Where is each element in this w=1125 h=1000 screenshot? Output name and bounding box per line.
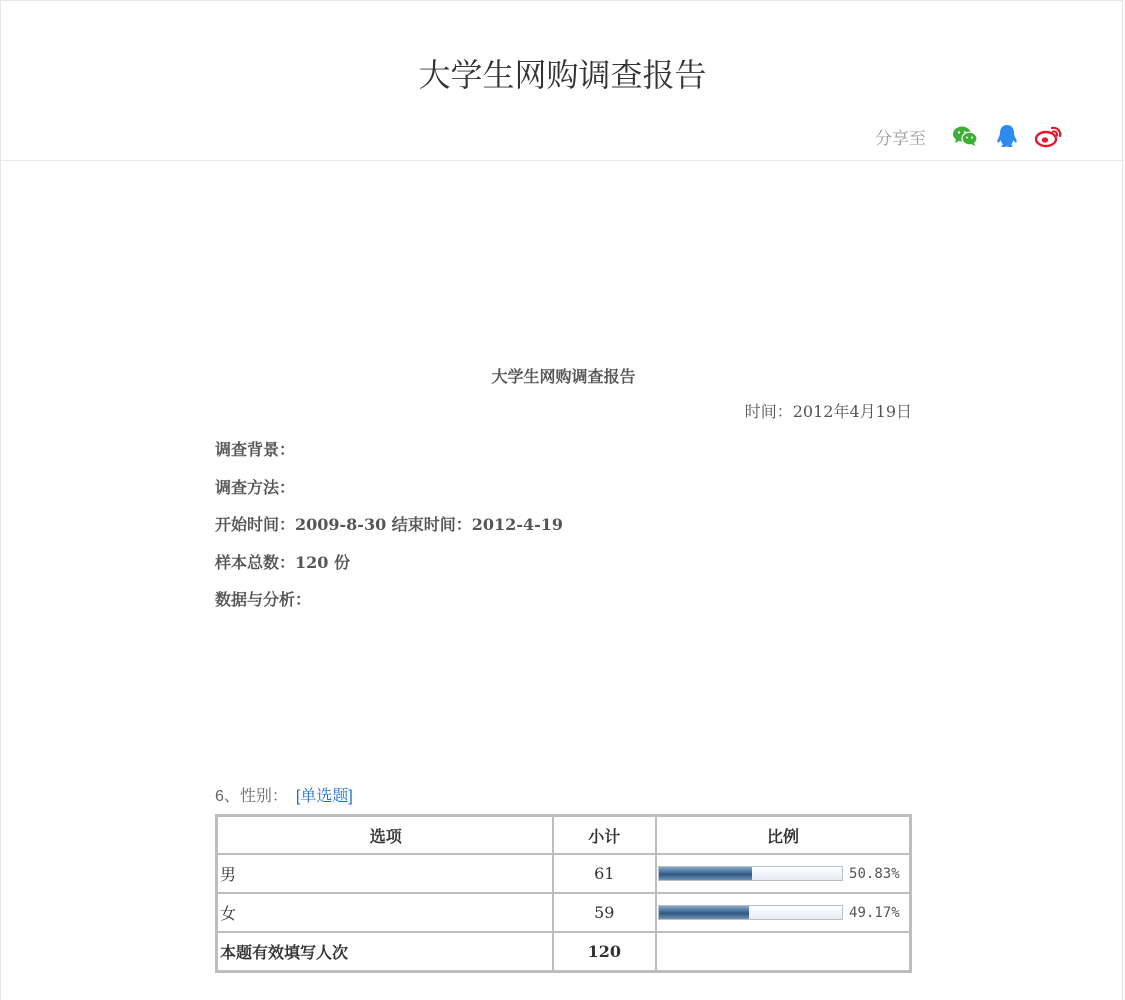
survey-period: 开始时间：2009-8-30 结束时间：2012-4-19: [215, 515, 563, 534]
header-option: 选项: [217, 816, 553, 854]
option-male: 男: [217, 854, 553, 893]
valid-responses-label: 本题有效填写人次: [217, 932, 553, 971]
table-row: [217, 854, 910, 893]
page-header: [1, 1, 1124, 161]
page-title: 大学生网购调查报告: [418, 56, 707, 94]
progress-fill-female: [659, 906, 749, 919]
header-percent: 比例: [656, 816, 910, 854]
share-label: 分享至: [875, 128, 926, 149]
table-footer-row: [217, 932, 910, 971]
table-row: [217, 893, 910, 932]
qq-icon[interactable]: [992, 121, 1022, 151]
percent-cell: [656, 893, 910, 932]
option-female: 女: [217, 893, 553, 932]
percent-female: 49.17%: [849, 904, 900, 921]
count-male: 61: [553, 854, 656, 893]
question-type-link[interactable]: [单选题]: [295, 788, 353, 805]
percent-cell: [656, 854, 910, 893]
report-title: 大学生网购调查报告: [491, 367, 636, 386]
data-analysis-heading: 数据与分析：: [215, 590, 312, 609]
question-label: 6、性别：: [215, 788, 288, 805]
wechat-icon[interactable]: [950, 121, 980, 151]
count-female: 59: [553, 893, 656, 932]
share-bar: [875, 121, 1064, 151]
progress-bar-male: [658, 866, 843, 881]
valid-responses-count: 120: [553, 932, 656, 971]
empty-cell: [656, 932, 910, 971]
report-date: 时间：2012年4月19日: [744, 402, 912, 421]
survey-method: 调查方法：: [215, 477, 296, 497]
header-count: 小计: [553, 816, 656, 854]
report-body: [215, 361, 912, 619]
progress-bar-female: [658, 905, 843, 920]
progress-fill-male: [659, 867, 752, 880]
sample-total: 样本总数：120 份: [215, 552, 350, 572]
percent-male: 50.83%: [849, 865, 900, 882]
table-header-row: [217, 816, 910, 854]
question-title: [215, 783, 353, 806]
survey-background: 调查背景：: [215, 440, 296, 459]
weibo-icon[interactable]: [1034, 121, 1064, 151]
result-table: [215, 814, 912, 973]
